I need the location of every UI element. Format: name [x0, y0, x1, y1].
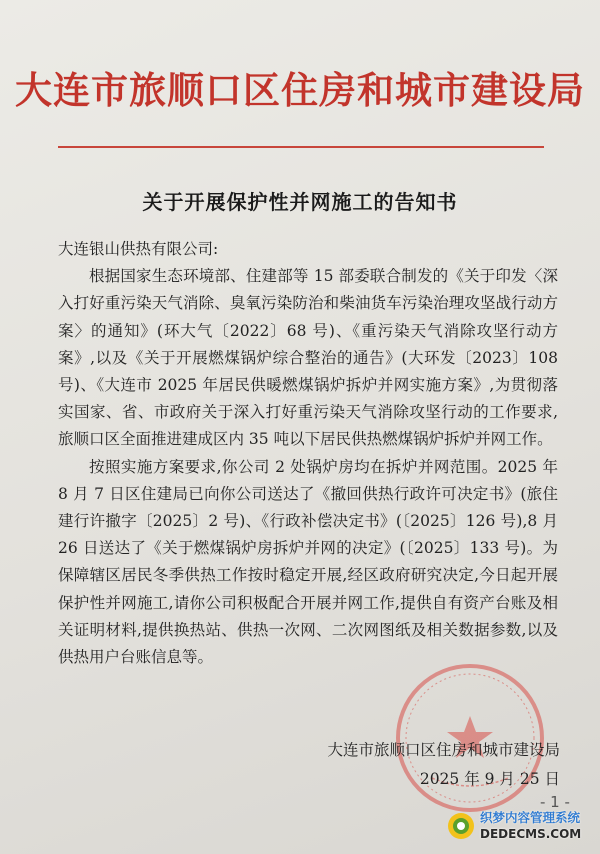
- issuing-authority-header: 大连市旅顺口区住房和城市建设局: [15, 68, 585, 112]
- document-title: 关于开展保护性并网施工的告知书: [142, 190, 458, 214]
- red-divider-line: [58, 146, 544, 148]
- signature-date: 2025 年 9 月 25 日: [419, 770, 560, 788]
- watermark: [446, 803, 594, 849]
- salutation: 大连银山供热有限公司:: [58, 240, 219, 258]
- paragraph-2: 按照实施方案要求,你公司 2 处锅炉房均在拆炉并网范围。2025 年 8 月 7 日区住建局已向你公司送达了《撤回供热行政许可决定书》(旅住建行许撤字〔2025〕2 号)、《行政补偿决定书》(〔2025〕126 号),8 月 26 日送达了《关于燃煤锅炉房拆炉并网的决定》(〔2025〕133 号)。为保障辖区居民冬季供热工作按时稳定开展,经区政府研究决定,今日起开展保护性并网施工,请你公司积极配合开展并网工作,提供自有资产台账及相关证明材料,提供换热站、供热一次网、二次网图纸及相关数据参数,以及供热用户台账信息等。: [58, 457, 558, 667]
- paragraph-1: 根据国家生态环境部、住建部等 15 部委联合制发的《关于印发〈深入打好重污染天气消除、臭氧污染防治和柴油货车污染治理攻坚战行动方案〉的通知》(环大气〔2022〕68 号)、《重污染天气消除攻坚行动方案》,以及《关于开展燃煤锅炉综合整治的通告》(大环发〔2023〕108 号)、《大连市 2025 年居民供暖燃煤锅炉拆炉并网实施方案》,为贯彻落实国家、省、市政府关于深入打好重污染天气消除攻坚行动的工作要求,旅顺口区全面推进建成区内 35 吨以下居民供热燃煤锅炉拆炉并网工作。: [58, 267, 558, 449]
- watermark-en: DEDECMS.COM: [480, 827, 582, 841]
- dedecms-logo-icon: [446, 811, 476, 841]
- signature-block: [327, 736, 560, 794]
- signature-org: 大连市旅顺口区住房和城市建设局: [327, 741, 560, 759]
- watermark-cn: 织梦内容管理系统: [480, 810, 581, 825]
- document-body: [58, 236, 558, 671]
- page-number: - 1 -: [540, 793, 570, 811]
